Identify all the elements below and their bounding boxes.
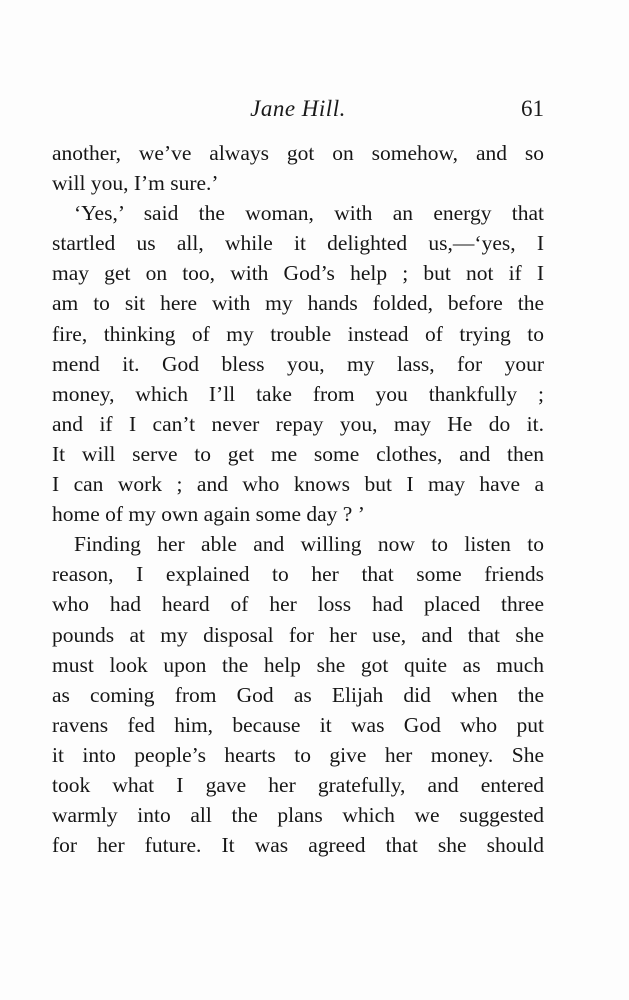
- text-line: I can work ; and who knows but I may have a: [52, 472, 544, 497]
- running-title: Jane Hill.: [250, 96, 346, 121]
- text-line: ravens fed him, because it was God who put: [52, 712, 544, 737]
- text-line: reason, I explained to her that some friends: [52, 562, 544, 587]
- text-line: it into people’s hearts to give her money. She: [52, 742, 544, 767]
- text-line: will you, I’m sure.’: [52, 171, 219, 196]
- text-line: mend it. God bless you, my lass, for your: [52, 351, 544, 376]
- text-line: fire, thinking of my trouble instead of trying to: [52, 321, 544, 346]
- text-line: am to sit here with my hands folded, before the: [52, 291, 544, 316]
- text-line: and if I can’t never repay you, may He do it.: [52, 411, 544, 436]
- text-line: warmly into all the plans which we suggested: [52, 803, 544, 828]
- text-line: must look upon the help she got quite as much: [52, 652, 544, 677]
- text-line: Finding her able and willing now to listen to: [74, 532, 544, 557]
- text-line: another, we’ve always got on somehow, and so: [52, 141, 544, 165]
- text-line: home of my own again some day ? ’: [52, 502, 365, 527]
- text-line: money, which I’ll take from you thankfully ;: [52, 381, 544, 406]
- page-number: 61: [521, 96, 544, 121]
- body-text: [52, 138, 544, 860]
- text-line: took what I gave her gratefully, and entered: [52, 772, 544, 797]
- page-header: [52, 96, 544, 130]
- text-line: pounds at my disposal for her use, and that she: [52, 622, 544, 647]
- text-line: for her future. It was agreed that she should: [52, 833, 544, 858]
- text-line: who had heard of her loss had placed three: [52, 592, 544, 617]
- text-line: startled us all, while it delighted us,—‘yes, I: [52, 231, 544, 256]
- text-line: may get on too, with God’s help ; but not if I: [52, 261, 544, 286]
- text-line: as coming from God as Elijah did when the: [52, 682, 544, 707]
- text-line: It will serve to get me some clothes, and then: [52, 441, 544, 466]
- text-line: ‘Yes,’ said the woman, with an energy that: [74, 201, 544, 226]
